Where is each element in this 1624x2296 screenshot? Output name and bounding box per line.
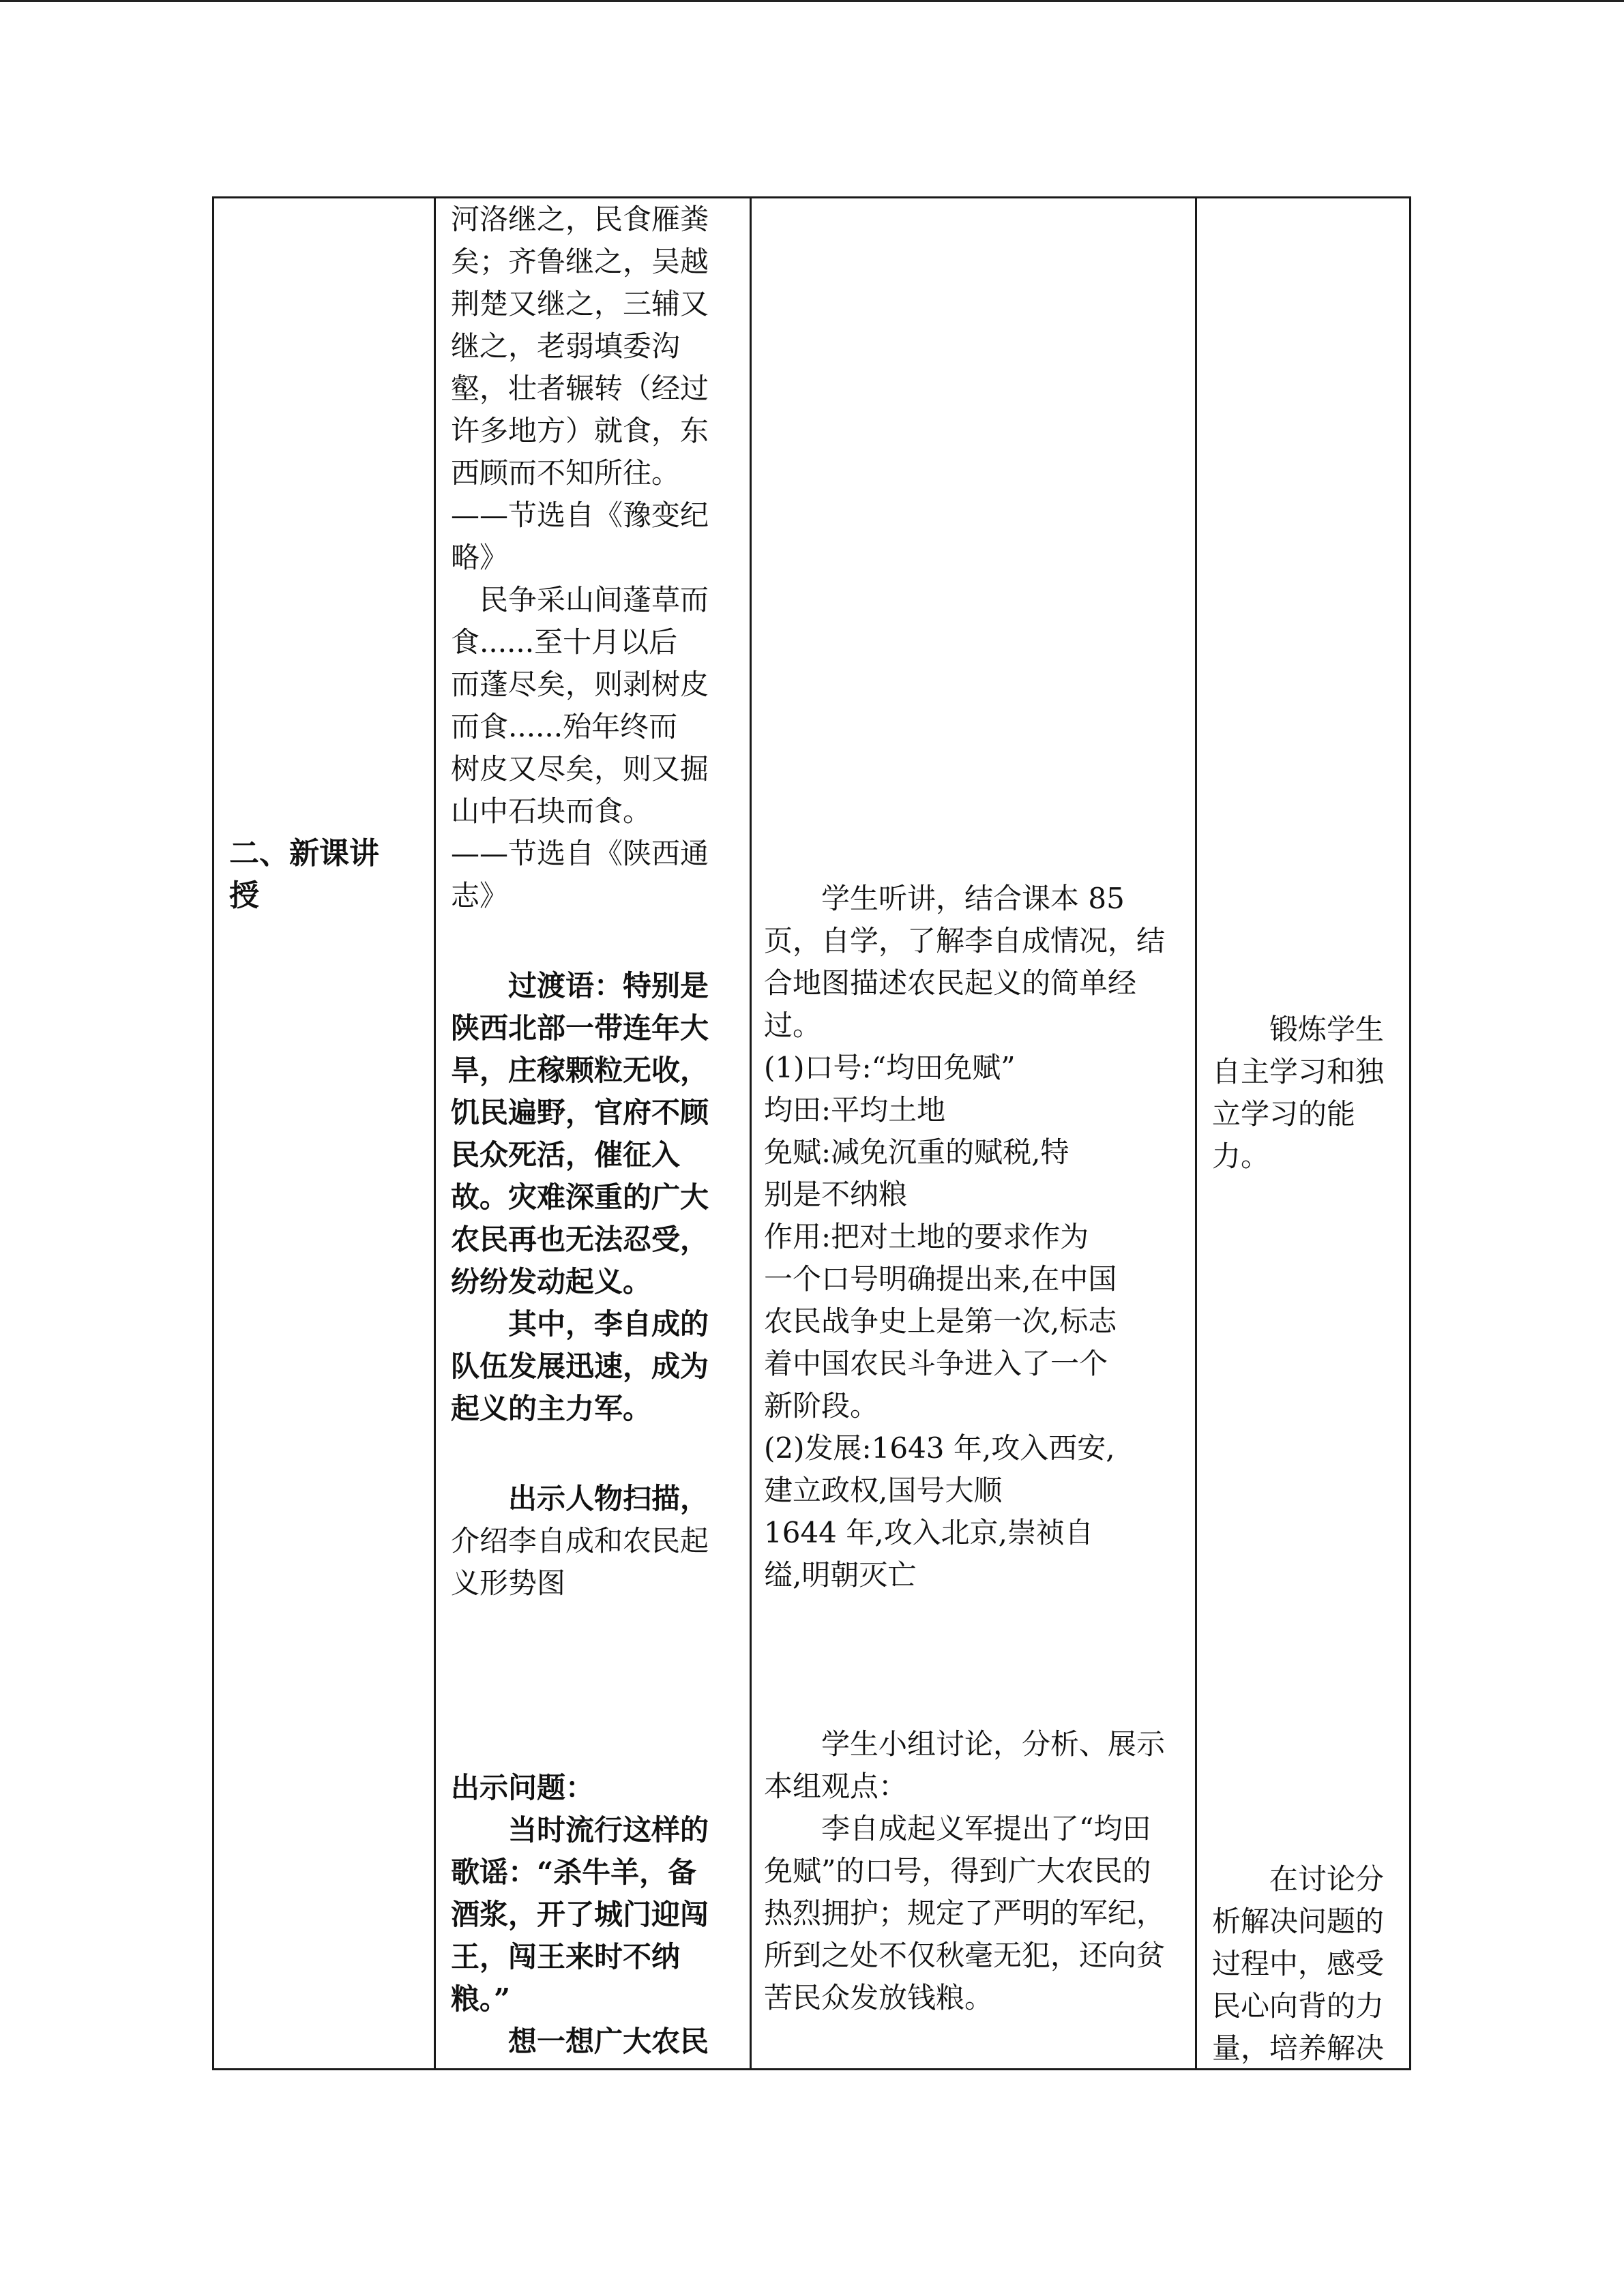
text-line: 西顾而不知所往。 bbox=[451, 456, 681, 490]
text-line: 荆楚又继之，三辅又 bbox=[451, 287, 709, 320]
text-line: 队伍发展迅速，成为 bbox=[451, 1350, 709, 1383]
text-line: 略》 bbox=[451, 541, 509, 574]
group-discussion bbox=[764, 1723, 1165, 2019]
question-block bbox=[451, 1767, 709, 2063]
text-line: 当时流行这样的 bbox=[451, 1813, 709, 1847]
question-title: 出示问题： bbox=[451, 1771, 595, 1804]
text-line: 矣；齐鲁继之，吴越 bbox=[451, 245, 709, 278]
text-line: ——节选自《陕西通 bbox=[451, 837, 709, 870]
text-line: 志》 bbox=[451, 879, 509, 912]
student-reading-activity bbox=[764, 878, 1165, 1047]
uprising-details bbox=[764, 1047, 1117, 1596]
text-line: 出示人物扫描， bbox=[451, 1482, 709, 1515]
text-line: 民心向背的力 bbox=[1212, 1989, 1385, 2023]
text-line: 本组观点： bbox=[764, 1770, 908, 1803]
text-line: 歌谣：“杀牛羊，备 bbox=[451, 1855, 697, 1889]
stage-column bbox=[214, 198, 434, 2068]
text-line: 缢,明朝灭亡 bbox=[764, 1558, 917, 1592]
text-line: 锻炼学生 bbox=[1212, 1013, 1385, 1046]
text-line: 页，自学，了解李自成情况，结 bbox=[764, 924, 1166, 957]
intent-discussion bbox=[1212, 1858, 1384, 2068]
text-line: 李自成起义军提出了“均田 bbox=[764, 1812, 1151, 1845]
text-line: (2)发展:1643 年,攻入西安, bbox=[764, 1431, 1115, 1465]
text-line: 免赋”的口号，得到广大农民的 bbox=[764, 1854, 1151, 1888]
text-line: 新阶段。 bbox=[764, 1389, 879, 1422]
text-line: 着中国农民斗争进入了一个 bbox=[764, 1347, 1108, 1380]
transition-speech bbox=[451, 965, 709, 1430]
text-line: (1)口号:“均田免赋” bbox=[764, 1051, 1016, 1084]
text-line: 食......至十月以后 bbox=[451, 625, 678, 659]
text-line: 民众死活，催征入 bbox=[451, 1138, 681, 1172]
text-line: 苦民众发放钱粮。 bbox=[764, 1981, 994, 2014]
intent-self-study bbox=[1212, 1009, 1384, 1178]
text-line: 陕西北部一带连年大 bbox=[451, 1011, 709, 1045]
teacher-activity-column bbox=[436, 198, 750, 2068]
text-line: 学生听讲，结合课本 85 bbox=[764, 882, 1125, 915]
stage-title-line: 授 bbox=[229, 878, 259, 913]
quote-yubianjilue bbox=[451, 198, 709, 579]
text-line: 纷纷发动起义。 bbox=[451, 1265, 652, 1298]
text-line: 想一想广大农民 bbox=[451, 2025, 709, 2058]
text-line: 1644 年,攻入北京,崇祯自 bbox=[764, 1516, 1093, 1549]
student-activity-column bbox=[752, 198, 1195, 2068]
text-line: 介绍李自成和农民起 bbox=[451, 1524, 709, 1557]
text-line: 建立政权,国号大顺 bbox=[764, 1474, 1003, 1507]
text-line: 作用:把对土地的要求作为 bbox=[764, 1220, 1089, 1253]
text-line: 树皮又尽矣，则又掘 bbox=[451, 752, 709, 786]
page-top-rule bbox=[0, 0, 1624, 2]
text-line: 均田:平均土地 bbox=[764, 1093, 946, 1127]
text-line: 立学习的能 bbox=[1212, 1097, 1356, 1131]
text-line: 别是不纳粮 bbox=[764, 1178, 908, 1211]
text-line: 故。灾难深重的广大 bbox=[451, 1180, 709, 1214]
text-line: 合地图描述农民起义的简单经 bbox=[764, 966, 1137, 1000]
text-line: 量，培养解决 bbox=[1212, 2031, 1385, 2065]
text-line: 过渡语：特别是 bbox=[451, 969, 709, 1002]
text-line: 继之，老弱填委沟 bbox=[451, 329, 681, 363]
text-line: 许多地方）就食，东 bbox=[451, 414, 709, 447]
text-line: 旱，庄稼颗粒无收， bbox=[451, 1054, 709, 1087]
quote-shaanxi-tongzhi bbox=[451, 579, 709, 917]
stage-title bbox=[229, 833, 379, 917]
text-line: 农民战争史上是第一次,标志 bbox=[764, 1304, 1117, 1338]
text-line: 在讨论分 bbox=[1212, 1862, 1385, 1896]
text-line: 饥民遍野，官府不顾 bbox=[451, 1096, 709, 1129]
show-portrait-note bbox=[451, 1478, 709, 1605]
text-line: 粮。” bbox=[451, 1982, 511, 2016]
text-line: 析解决问题的 bbox=[1212, 1905, 1385, 1938]
text-line: 而食......殆年终而 bbox=[451, 710, 678, 743]
text-line: 力。 bbox=[1212, 1139, 1270, 1173]
text-line: 义形势图 bbox=[451, 1566, 566, 1600]
text-line: 壑，壮者辗转（经过 bbox=[451, 372, 709, 405]
text-line: 所到之处不仅秋毫无犯，还向贫 bbox=[764, 1939, 1166, 1972]
design-intent-column bbox=[1197, 198, 1411, 2068]
text-line: 其中，李自成的 bbox=[451, 1307, 709, 1341]
text-line: 过。 bbox=[764, 1009, 822, 1042]
lesson-plan-table bbox=[212, 196, 1411, 2070]
text-line: ——节选自《豫变纪 bbox=[451, 498, 709, 532]
stage-title-line: 二、新课讲 bbox=[229, 836, 379, 871]
text-line: 起义的主力军。 bbox=[451, 1392, 652, 1425]
text-line: 免赋:减免沉重的赋税,特 bbox=[764, 1135, 1069, 1169]
text-line: 山中石块而食。 bbox=[451, 794, 652, 828]
text-line: 酒浆，开了城门迎闯 bbox=[451, 1898, 709, 1931]
text-line: 河洛继之，民食雁粪 bbox=[451, 203, 709, 236]
text-line: 王，闯王来时不纳 bbox=[451, 1940, 681, 1973]
text-line: 农民再也无法忍受， bbox=[451, 1223, 709, 1256]
text-line: 自主学习和独 bbox=[1212, 1055, 1385, 1088]
text-line: 而蓬尽矣，则剥树皮 bbox=[451, 668, 709, 701]
text-line: 一个口号明确提出来,在中国 bbox=[764, 1262, 1117, 1296]
text-line: 热烈拥护；规定了严明的军纪， bbox=[764, 1896, 1166, 1930]
text-line: 民争采山间蓬草而 bbox=[451, 583, 709, 616]
text-line: 过程中，感受 bbox=[1212, 1947, 1385, 1980]
text-line: 学生小组讨论，分析、展示 bbox=[764, 1727, 1166, 1761]
